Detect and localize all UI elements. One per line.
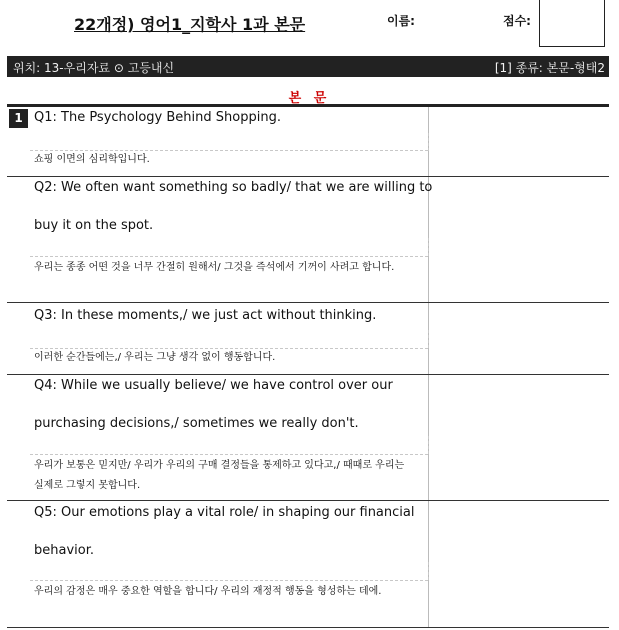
sentence-english: Q2: We often want something so badly/ that we are willing to <box>34 180 433 195</box>
dashed-divider <box>30 454 428 455</box>
sentence-english: buy it on the spot. <box>34 218 154 233</box>
name-label: 이름: <box>387 14 415 28</box>
type-text: [1] 종류: 본문-형태2 <box>494 61 605 75</box>
score-box <box>539 0 605 47</box>
sentence-english: purchasing decisions,/ sometimes we really don't. <box>34 416 359 431</box>
dashed-divider <box>428 133 429 151</box>
sentence-english: Q3: In these moments,/ we just act without thinking. <box>34 308 377 323</box>
row-divider <box>7 302 609 303</box>
dashed-divider <box>428 238 429 256</box>
row-divider <box>7 176 609 177</box>
dashed-divider <box>30 256 428 257</box>
row-divider <box>7 627 609 628</box>
dashed-divider <box>30 580 428 581</box>
sentence-korean: 이러한 순간들에는,/ 우리는 그냥 생각 없이 행동합니다. <box>34 352 276 363</box>
sentence-english: Q4: While we usually believe/ we have control over our <box>34 378 393 393</box>
sentence-korean: 우리는 종종 어떤 것을 너무 간절히 원해서/ 그것을 즉석에서 기꺼이 사려고 합니다. <box>34 262 395 273</box>
worksheet-title: 22개정) 영어1_지학사 1과 본문 <box>74 15 306 34</box>
question-number-badge: 1 <box>9 109 28 128</box>
section-title: 본 문 <box>288 91 331 106</box>
row-divider <box>7 374 609 375</box>
sentence-english: behavior. <box>34 543 94 558</box>
row-divider <box>7 500 609 501</box>
dashed-divider <box>428 436 429 454</box>
score-label: 점수: <box>503 14 531 28</box>
sentence-korean: 쇼핑 이면의 심리학입니다. <box>34 154 150 165</box>
location-text: 위치: 13-우리자료 ⊙ 고등내신 <box>13 61 175 75</box>
section-divider <box>7 104 609 107</box>
sentence-english: Q1: The Psychology Behind Shopping. <box>34 110 281 125</box>
dashed-divider <box>428 330 429 348</box>
sentence-english: Q5: Our emotions play a vital role/ in shaping our financial <box>34 505 415 520</box>
dashed-divider <box>428 562 429 580</box>
sentence-korean: 우리의 감정은 매우 중요한 역할을 합니다/ 우리의 재정적 행동을 형성하는 데에. <box>34 586 382 597</box>
sentence-korean: 우리가 보통은 믿지만/ 우리가 우리의 구매 결정들을 통제하고 있다고,/ 때때로 우리는 실제로 그렇지 못합니다. <box>34 460 405 491</box>
info-bar <box>7 56 609 77</box>
